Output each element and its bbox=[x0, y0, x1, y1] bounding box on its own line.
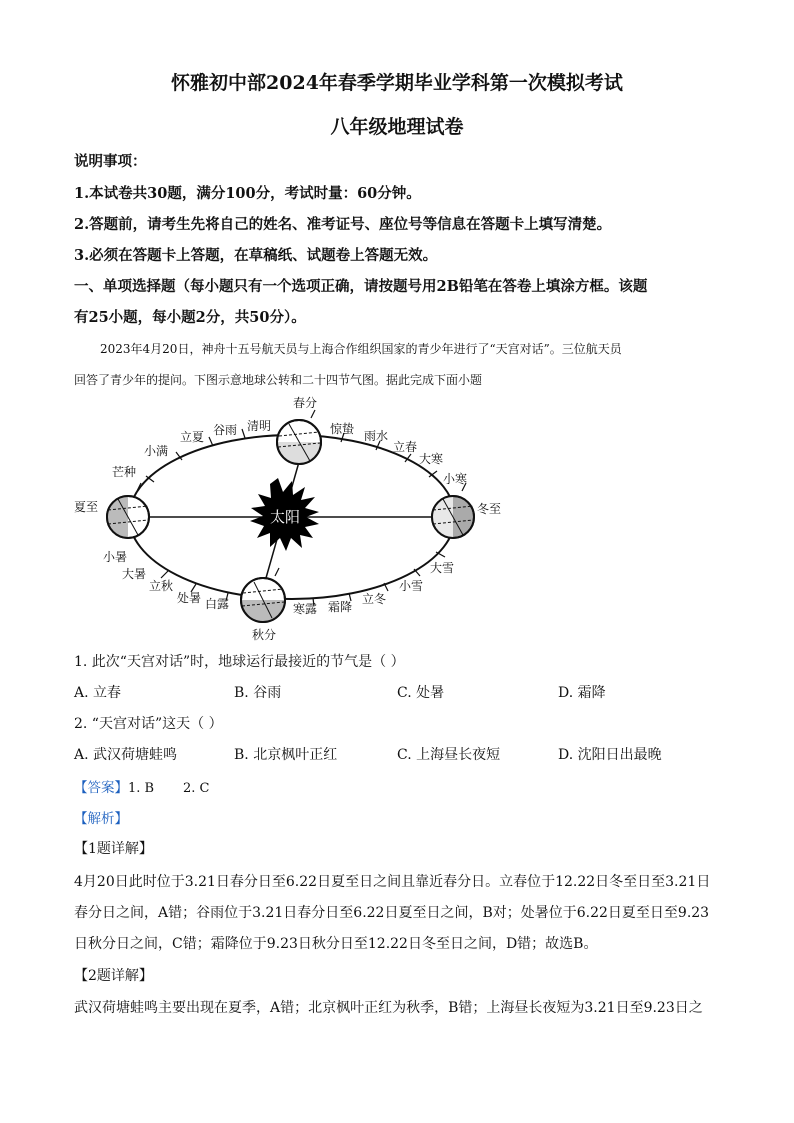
term-lichun: 立春 bbox=[393, 440, 418, 454]
term-guyu: 谷雨 bbox=[213, 423, 238, 437]
earth-spring-equinox-icon bbox=[277, 410, 321, 464]
term-chunfen: 春分 bbox=[293, 396, 318, 410]
answer-row bbox=[74, 776, 210, 796]
term-lidong: 立冬 bbox=[362, 592, 387, 606]
exam-subtitle: 八年级地理试卷 bbox=[330, 116, 464, 138]
earth-summer-solstice-icon bbox=[107, 483, 149, 538]
term-dahan: 大寒 bbox=[419, 452, 444, 466]
term-dongzhi: 冬至 bbox=[477, 502, 502, 516]
term-mangzhong: 芒种 bbox=[112, 465, 137, 479]
option-c[interactable]: C. 处暑 bbox=[397, 685, 445, 701]
detail-1-label: 【1题详解】 bbox=[74, 841, 153, 857]
question-stem: 1. 此次“天宫对话”时，地球运行最接近的节气是（ ） bbox=[74, 654, 405, 670]
option-c[interactable]: C. 上海昼长夜短 bbox=[397, 747, 501, 763]
detail-1-line: 4月20日此时位于3.21日春分日至6.22日夏至日之间且靠近春分日。立春位于12.22日冬至日至3.21日 bbox=[74, 874, 711, 890]
term-xiazhi: 夏至 bbox=[74, 500, 99, 514]
term-jingzhe: 惊蛰 bbox=[330, 422, 355, 436]
exam-title: 怀雅初中部2024年春季学期毕业学科第一次模拟考试 bbox=[171, 72, 623, 94]
earth-autumn-equinox-icon bbox=[241, 568, 285, 622]
option-d[interactable]: D. 沈阳日出最晚 bbox=[558, 747, 662, 763]
term-qingming: 清明 bbox=[247, 419, 272, 433]
term-chushu: 处暑 bbox=[177, 591, 202, 605]
term-liqiu: 立秋 bbox=[149, 579, 174, 593]
detail-1-line: 春分日之间，A错；谷雨位于3.21日春分日至6.22日夏至日之间，B对；处暑位于6.22日夏至日至9.23 bbox=[74, 905, 710, 921]
detail-1-line: 日秋分日之间，C错；霜降位于9.23日秋分日至12.22日冬至日之间，D错；故选B。 bbox=[74, 936, 598, 952]
note-item: 3.必须在答题卡上答题，在草稿纸、试题卷上答题无效。 bbox=[74, 247, 438, 264]
note-item: 1.本试卷共30题，满分100分，考试时量：60分钟。 bbox=[74, 185, 421, 202]
option-d[interactable]: D. 霜降 bbox=[558, 685, 606, 701]
notes-heading: 说明事项： bbox=[74, 153, 147, 170]
sun-label: 太阳 bbox=[269, 508, 301, 526]
term-xiaoshu: 小暑 bbox=[103, 550, 128, 564]
passage-line: 回答了青少年的提问。下图示意地球公转和二十四节气图。据此完成下面小题 bbox=[74, 373, 483, 387]
section-heading: 一、单项选择题（每小题只有一个选项正确，请按题号用2B铅笔在答卷上填涂方框。该题 bbox=[74, 278, 648, 295]
analysis-label: 【解析】 bbox=[74, 811, 128, 827]
term-qiufen: 秋分 bbox=[252, 628, 277, 642]
term-yushui: 雨水 bbox=[364, 429, 389, 443]
answer-label: 【答案】 bbox=[74, 780, 128, 796]
term-daxue: 大雪 bbox=[430, 561, 455, 575]
sun-icon bbox=[250, 478, 319, 551]
option-a[interactable]: A. 立春 bbox=[74, 685, 122, 701]
question-stem: 2. “天宫对话”这天（ ） bbox=[74, 716, 223, 732]
term-shuangjiang: 霜降 bbox=[328, 600, 353, 614]
option-a[interactable]: A. 武汉荷塘蛙鸣 bbox=[74, 747, 178, 763]
term-lixia: 立夏 bbox=[180, 430, 205, 444]
passage-line: 2023年4月20日，神舟十五号航天员与上海合作组织国家的青少年进行了“天宫对话”。三位航天员 bbox=[100, 342, 622, 356]
term-bailu: 白露 bbox=[205, 597, 230, 611]
term-xiaoman: 小满 bbox=[144, 444, 169, 458]
term-hanlu: 寒露 bbox=[293, 602, 318, 616]
earth-orbit-solar-terms-diagram bbox=[60, 390, 520, 645]
option-b[interactable]: B. 北京枫叶正红 bbox=[234, 747, 338, 763]
term-dashu: 大暑 bbox=[122, 567, 147, 581]
earth-winter-solstice-icon bbox=[432, 483, 474, 538]
detail-2-label: 【2题详解】 bbox=[74, 968, 153, 984]
note-item: 2.答题前，请考生先将自己的姓名、准考证号、座位号等信息在答题卡上填写清楚。 bbox=[74, 216, 612, 233]
term-xiaohan: 小寒 bbox=[443, 472, 468, 486]
option-b[interactable]: B. 谷雨 bbox=[234, 685, 282, 701]
term-xiaoxue: 小雪 bbox=[399, 579, 424, 593]
section-heading-cont: 有25小题，每小题2分，共50分）。 bbox=[74, 309, 306, 326]
detail-2-line: 武汉荷塘蛙鸣主要出现在夏季，A错；北京枫叶正红为秋季，B错；上海昼长夜短为3.21日至9.23日之 bbox=[74, 1000, 703, 1016]
answer-value: 1. B 2. C bbox=[128, 781, 210, 796]
